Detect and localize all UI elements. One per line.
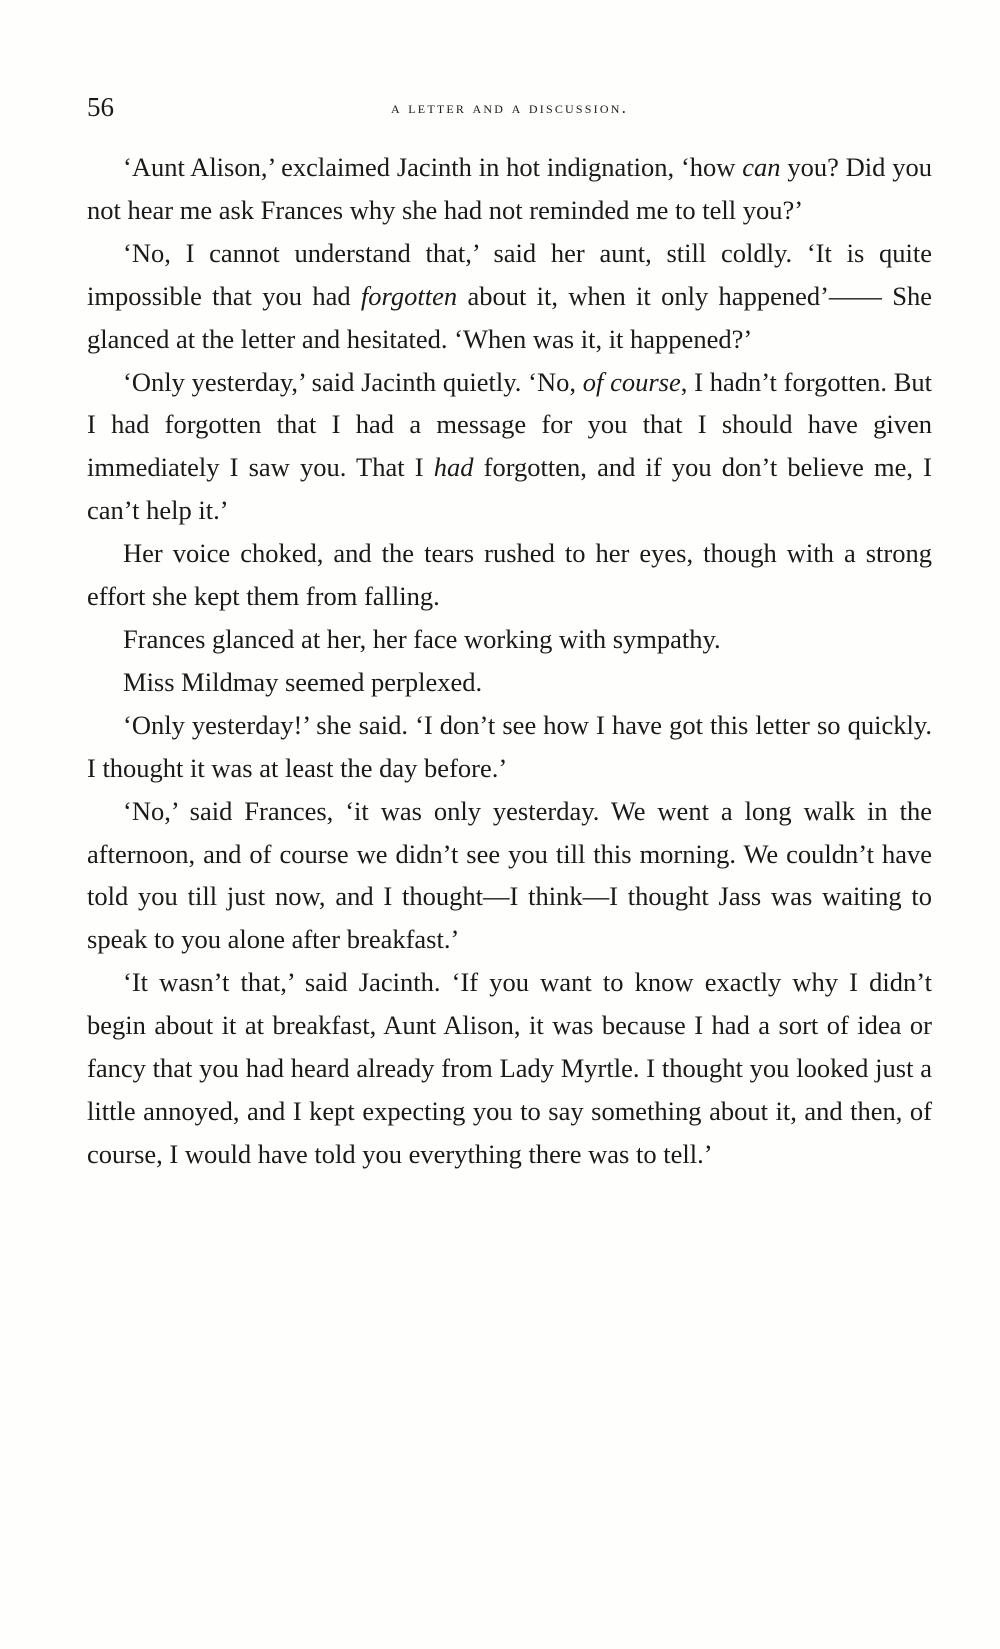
paragraph (87, 146, 932, 232)
paragraph-text: ‘No, I cannot understand that,’ said her aunt, still coldly. ‘It is quite impossible that you had (87, 237, 932, 311)
paragraph-text: Miss Mildmay seemed perplexed. (123, 666, 483, 697)
paragraph (87, 790, 932, 962)
paragraph (87, 618, 932, 661)
paragraph-text: forgotten, and if you don’t believe me, I can’t help it.’ (87, 452, 932, 526)
paragraph (87, 661, 932, 704)
paragraph (87, 961, 932, 1176)
running-head (87, 92, 932, 122)
page-number: 56 (87, 92, 114, 122)
chapter-header-title: a letter and a discussion. (390, 98, 629, 117)
paragraph (87, 232, 932, 361)
paragraph-text: ‘Only yesterday!’ she said. ‘I don’t see how I have got this letter so quickly. I thought it was at least the day before.’ (87, 709, 932, 783)
body-text (87, 146, 932, 1176)
paragraph-text: ‘No,’ said Frances, ‘it was only yesterday. We went a long walk in the afternoon, and of course we didn’t see you till this morning. We couldn’t have told you till just now, and I thought—I think—I thought Jass was waiting to speak to you alone after breakfast.’ (87, 795, 932, 955)
paragraph-text: ‘Only yesterday,’ said Jacinth quietly. ‘No, (123, 366, 583, 397)
paragraph-text: Her voice choked, and the tears rushed to her eyes, though with a strong effort she kept them from falling. (87, 538, 932, 612)
italic-text: of course (582, 366, 681, 397)
paragraph-text: Frances glanced at her, her face working with sympathy. (123, 623, 721, 654)
paragraph (87, 532, 932, 618)
paragraph-text: , I hadn’t forgotten. But I had forgotten that I had a message for you that I should have given immediately I saw you. That I (87, 366, 932, 483)
italic-text: forgotten (360, 280, 458, 311)
italic-text: can (742, 152, 781, 182)
paragraph (87, 361, 932, 533)
italic-text: had (433, 452, 474, 483)
paragraph-text: ‘Aunt Alison,’ exclaimed Jacinth in hot indignation, ‘how (123, 152, 743, 182)
paragraph-text: ‘It wasn’t that,’ said Jacinth. ‘If you want to know exactly why I didn’t begin about it at breakfast, Aunt Alison, it was because I had a sort of idea or fancy that you had heard already from Lady Myrtle. I thought you looked just a little annoyed, and I kept expecting you to say something about it, and then, of course, I would have told you everything there was to tell.’ (87, 967, 932, 1169)
paragraph-text: about it, when it only happened’—— She glanced at the letter and hesitated. ‘When was it, it happened?’ (87, 280, 932, 354)
paragraph-text: you? Did you not hear me ask Frances why she had not reminded me to tell you?’ (87, 152, 932, 225)
paragraph (87, 704, 932, 790)
